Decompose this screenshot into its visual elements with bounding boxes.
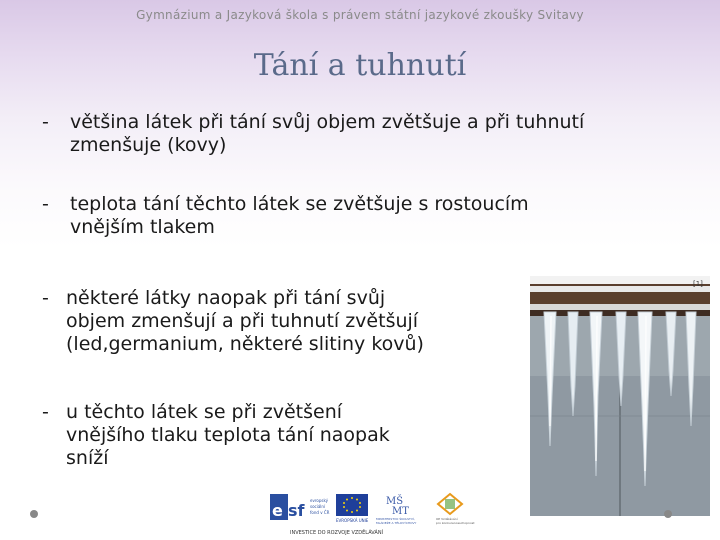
svg-text:INVESTICE DO ROZVOJE VZDĚLÁVÁN: INVESTICE DO ROZVOJE VZDĚLÁVÁNÍ xyxy=(290,530,384,536)
bullet-marker: - xyxy=(42,111,49,133)
footer-dot xyxy=(30,510,38,518)
svg-text:evropský: evropský xyxy=(310,498,328,503)
icicles-photo xyxy=(530,276,710,516)
funding-logos xyxy=(268,490,483,536)
eu-flag-logo xyxy=(336,494,369,523)
bullet-line: zmenšuje (kovy) xyxy=(70,134,227,156)
bullet-line: některé látky naopak při tání svůj xyxy=(66,287,386,309)
svg-text:MLÁDEŽE A TĚLOVÝCHOVY: MLÁDEŽE A TĚLOVÝCHOVY xyxy=(376,521,417,525)
bullet-marker: - xyxy=(42,287,49,309)
svg-text:MŠ: MŠ xyxy=(386,496,404,507)
footer-dot xyxy=(664,510,672,518)
slide-title: Tání a tuhnutí xyxy=(253,48,467,83)
bullet-item xyxy=(42,287,512,356)
bullet-line: většina látek při tání svůj objem zvětšuje a při tuhnutí xyxy=(70,111,585,133)
svg-text:OP Vzdělávání: OP Vzdělávání xyxy=(436,517,458,521)
bullet-item xyxy=(42,111,702,157)
svg-text:sociální: sociální xyxy=(310,504,326,509)
svg-text:pro konkurenceschopnost: pro konkurenceschopnost xyxy=(436,521,475,525)
svg-text:sf: sf xyxy=(288,501,305,520)
svg-text:MINISTERSTVO ŠKOLSTVÍ,: MINISTERSTVO ŠKOLSTVÍ, xyxy=(376,517,415,521)
bullet-line: vnějšího tlaku teplota tání naopak xyxy=(66,424,390,446)
svg-text:EVROPSKÁ UNIE: EVROPSKÁ UNIE xyxy=(336,518,369,523)
bullet-item xyxy=(42,193,682,239)
bullet-line: objem zmenšují a při tuhnutí zvětšují xyxy=(66,310,419,332)
bullet-line: u těchto látek se při zvětšení xyxy=(66,401,343,423)
svg-text:e: e xyxy=(272,501,283,520)
bullet-line: teplota tání těchto látek se zvětšuje s rostoucím xyxy=(70,193,529,215)
bullet-marker: - xyxy=(42,193,49,215)
bullet-marker: - xyxy=(42,401,49,423)
svg-text:fond v ČR: fond v ČR xyxy=(310,510,330,515)
bullet-line: sníží xyxy=(66,447,109,469)
school-header: Gymnázium a Jazyková škola s právem státní jazykové zkoušky Svitavy xyxy=(136,8,584,22)
bullet-line: (led,germanium, některé slitiny kovů) xyxy=(66,333,424,355)
svg-text:MT: MT xyxy=(392,506,409,517)
bullet-item xyxy=(42,401,512,470)
bullet-line: vnějším tlakem xyxy=(70,216,215,238)
photo-credit: [1] xyxy=(693,280,703,288)
